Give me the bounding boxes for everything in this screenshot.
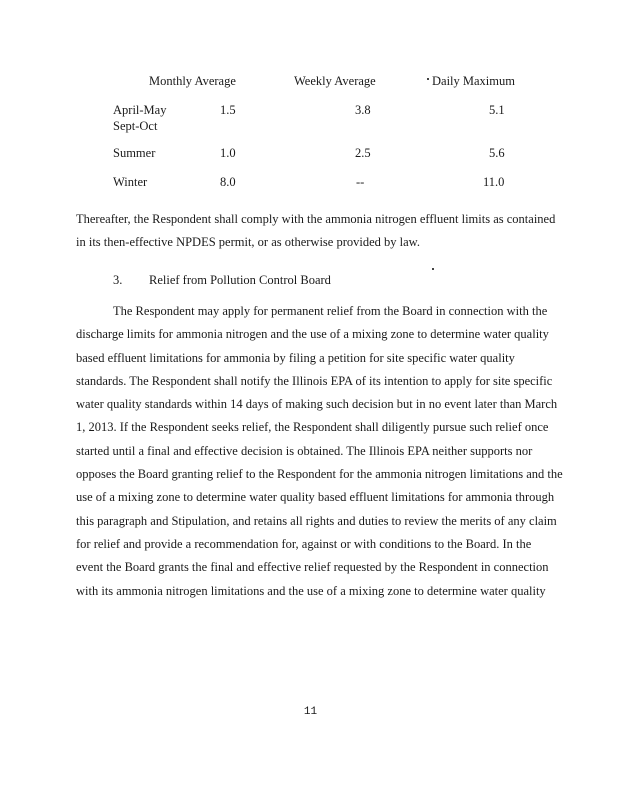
season-label: Winter bbox=[113, 175, 148, 189]
text-line: in its then-effective NPDES permit, or as otherwise provided by law. bbox=[76, 235, 421, 250]
weekly-value: 3.8 bbox=[355, 103, 371, 117]
page-number: 11 bbox=[303, 706, 318, 718]
header-monthly-average: Monthly Average bbox=[149, 74, 236, 88]
weekly-value: -- bbox=[356, 175, 365, 189]
paragraph-relief bbox=[76, 300, 563, 603]
scan-speck bbox=[427, 78, 429, 80]
text-line: for relief and provide a recommendation for, against or with conditions to the Board. In the bbox=[76, 536, 532, 551]
text-line: event the Board grants the final and effective relief requested by the Respondent in connection bbox=[76, 560, 549, 575]
daily-value: 5.1 bbox=[489, 103, 505, 117]
daily-value: 5.6 bbox=[489, 146, 505, 160]
scan-speck bbox=[432, 268, 434, 270]
season-label: Sept-Oct bbox=[113, 119, 158, 133]
text-line: based effluent limitations for ammonia by filing a petition for site specific water quality bbox=[76, 350, 515, 365]
text-line: with its ammonia nitrogen limitations and the use of a mixing zone to determine water quality bbox=[76, 583, 546, 598]
text-line: discharge limits for ammonia nitrogen and the use of a mixing zone to determine water quality bbox=[76, 327, 549, 342]
header-daily-maximum: Daily Maximum bbox=[432, 74, 515, 88]
monthly-value: 1.0 bbox=[220, 146, 236, 160]
header-weekly-average: Weekly Average bbox=[294, 74, 376, 88]
paragraph-thereafter bbox=[76, 208, 556, 255]
text-line: 1, 2013. If the Respondent seeks relief, the Respondent shall diligently pursue such relief once bbox=[76, 420, 549, 435]
monthly-value: 8.0 bbox=[220, 175, 236, 189]
section-title: Relief from Pollution Control Board bbox=[149, 273, 331, 287]
weekly-value: 2.5 bbox=[355, 146, 371, 160]
text-line: use of a mixing zone to determine water quality based effluent limitations for ammonia through bbox=[76, 490, 555, 505]
monthly-value: 1.5 bbox=[220, 103, 236, 117]
text-line: water quality standards within 14 days of making such decision but in no event later than March bbox=[76, 397, 558, 412]
text-line: Thereafter, the Respondent shall comply with the ammonia nitrogen effluent limits as contained bbox=[76, 212, 556, 226]
season-label: Summer bbox=[113, 146, 156, 160]
text-line: opposes the Board granting relief to the Respondent for the ammonia nitrogen limitations and the bbox=[76, 467, 563, 482]
text-line: this paragraph and Stipulation, and retains all rights and duties to review the merits of any claim bbox=[76, 513, 557, 528]
section-number: 3. bbox=[113, 273, 123, 287]
season-label: April-May bbox=[113, 103, 167, 117]
daily-value: 11.0 bbox=[483, 175, 505, 189]
text-line: The Respondent may apply for permanent relief from the Board in connection with the bbox=[113, 304, 548, 318]
text-line: standards. The Respondent shall notify the Illinois EPA of its intention to apply for site specific bbox=[76, 373, 553, 388]
text-line: started until a final and effective decision is obtained. The Illinois EPA neither supports nor bbox=[76, 443, 533, 458]
